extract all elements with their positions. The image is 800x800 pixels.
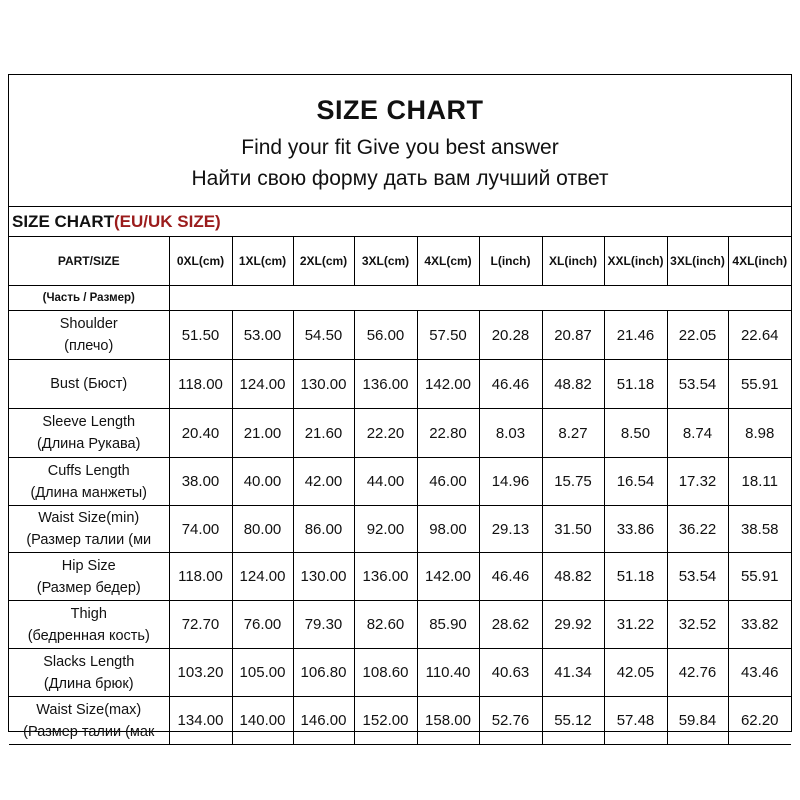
value-cell: 55.91 <box>728 553 791 601</box>
value-cell: 20.40 <box>169 409 232 458</box>
value-cell: 42.76 <box>667 649 728 697</box>
value-cell: 20.28 <box>479 311 542 360</box>
row-part-cell <box>9 409 169 458</box>
value-cell: 46.46 <box>479 553 542 601</box>
size-table-body <box>9 237 791 745</box>
value-cell: 53.54 <box>667 553 728 601</box>
subheader-cell-empty <box>169 286 791 311</box>
header-cell-size: 3XL(inch) <box>667 237 728 286</box>
value-cell: 32.52 <box>667 601 728 649</box>
subheader-cell-part: (Часть / Размер) <box>9 286 169 311</box>
size-table <box>9 237 791 745</box>
value-cell: 82.60 <box>354 601 417 649</box>
section-region: (EU/UK SIZE) <box>114 212 221 231</box>
value-cell: 124.00 <box>232 360 293 409</box>
size-chart-sheet <box>8 74 792 740</box>
value-cell: 21.00 <box>232 409 293 458</box>
header-cell-size: XL(inch) <box>542 237 604 286</box>
header-cell-size: 3XL(cm) <box>354 237 417 286</box>
header-cell-size: 1XL(cm) <box>232 237 293 286</box>
value-cell: 74.00 <box>169 506 232 553</box>
value-cell: 118.00 <box>169 553 232 601</box>
row-part-name: Slacks Length <box>43 653 135 670</box>
value-cell: 57.50 <box>417 311 479 360</box>
row-part-name: Hip Size <box>61 557 116 574</box>
row-part-cell <box>9 601 169 649</box>
value-cell: 22.20 <box>354 409 417 458</box>
value-cell: 51.18 <box>604 360 667 409</box>
value-cell: 36.22 <box>667 506 728 553</box>
row-part-name: Cuffs Length <box>47 462 130 479</box>
row-part-name: Shoulder <box>59 316 118 332</box>
value-cell: 46.00 <box>417 458 479 506</box>
row-part-cell <box>9 697 169 745</box>
value-cell: 110.40 <box>417 649 479 697</box>
value-cell: 136.00 <box>354 360 417 409</box>
value-cell: 8.74 <box>667 409 728 458</box>
row-part-name: Thigh <box>70 605 107 622</box>
value-cell: 105.00 <box>232 649 293 697</box>
value-cell: 31.22 <box>604 601 667 649</box>
value-cell: 21.46 <box>604 311 667 360</box>
value-cell: 106.80 <box>293 649 354 697</box>
row-part-name-ru: (Размер бедер) <box>36 579 141 596</box>
value-cell: 130.00 <box>293 360 354 409</box>
table-row <box>9 360 791 409</box>
value-cell: 142.00 <box>417 553 479 601</box>
row-part-cell <box>9 311 169 360</box>
value-cell: 8.03 <box>479 409 542 458</box>
value-cell: 46.46 <box>479 360 542 409</box>
value-cell: 108.60 <box>354 649 417 697</box>
value-cell: 152.00 <box>354 697 417 745</box>
value-cell: 15.75 <box>542 458 604 506</box>
value-cell: 51.18 <box>604 553 667 601</box>
header-cell-size: 2XL(cm) <box>293 237 354 286</box>
value-cell: 98.00 <box>417 506 479 553</box>
value-cell: 130.00 <box>293 553 354 601</box>
header-cell-size: L(inch) <box>479 237 542 286</box>
subtitle-english: Find your fit Give you best answer <box>241 136 559 159</box>
value-cell: 33.86 <box>604 506 667 553</box>
value-cell: 55.91 <box>728 360 791 409</box>
value-cell: 124.00 <box>232 553 293 601</box>
table-subheader-row <box>9 286 791 311</box>
value-cell: 80.00 <box>232 506 293 553</box>
row-part-cell <box>9 360 169 409</box>
value-cell: 38.58 <box>728 506 791 553</box>
value-cell: 43.46 <box>728 649 791 697</box>
chart-header <box>9 75 791 207</box>
value-cell: 92.00 <box>354 506 417 553</box>
table-row <box>9 409 791 458</box>
table-row <box>9 649 791 697</box>
row-part-cell <box>9 553 169 601</box>
value-cell: 158.00 <box>417 697 479 745</box>
value-cell: 14.96 <box>479 458 542 506</box>
row-part-cell <box>9 506 169 553</box>
value-cell: 20.87 <box>542 311 604 360</box>
section-heading <box>9 206 791 237</box>
section-label: SIZE CHART <box>12 212 114 231</box>
table-row <box>9 601 791 649</box>
value-cell: 62.20 <box>728 697 791 745</box>
value-cell: 44.00 <box>354 458 417 506</box>
value-cell: 142.00 <box>417 360 479 409</box>
value-cell: 85.90 <box>417 601 479 649</box>
row-part-name: Bust (Бюст) <box>50 376 128 392</box>
value-cell: 42.00 <box>293 458 354 506</box>
value-cell: 16.54 <box>604 458 667 506</box>
row-part-name: Sleeve Length <box>42 414 136 430</box>
value-cell: 31.50 <box>542 506 604 553</box>
value-cell: 53.54 <box>667 360 728 409</box>
value-cell: 136.00 <box>354 553 417 601</box>
header-cell-size: 4XL(inch) <box>728 237 791 286</box>
header-cell-size: XXL(inch) <box>604 237 667 286</box>
value-cell: 86.00 <box>293 506 354 553</box>
row-part-name-ru: (бедренная кость) <box>27 627 150 644</box>
value-cell: 22.80 <box>417 409 479 458</box>
value-cell: 8.50 <box>604 409 667 458</box>
row-part-name: Waist Size(min) <box>38 510 140 526</box>
table-header-row <box>9 237 791 286</box>
row-part-name-ru: (плечо) <box>64 338 114 354</box>
value-cell: 17.32 <box>667 458 728 506</box>
value-cell: 41.34 <box>542 649 604 697</box>
row-part-name-ru: (Длина Рукава) <box>37 436 141 452</box>
subtitle-russian: Найти свою форму дать вам лучший ответ <box>191 167 609 190</box>
header-cell-size: 4XL(cm) <box>417 237 479 286</box>
row-part-name-ru: (Размер талии (мак <box>23 723 155 740</box>
value-cell: 33.82 <box>728 601 791 649</box>
value-cell: 38.00 <box>169 458 232 506</box>
value-cell: 53.00 <box>232 311 293 360</box>
value-cell: 48.82 <box>542 553 604 601</box>
value-cell: 29.92 <box>542 601 604 649</box>
value-cell: 103.20 <box>169 649 232 697</box>
row-part-name-ru: (Длина брюк) <box>43 675 134 692</box>
value-cell: 59.84 <box>667 697 728 745</box>
row-part-name: Waist Size(max) <box>36 701 142 718</box>
header-cell-part: PART/SIZE <box>9 237 169 286</box>
value-cell: 8.27 <box>542 409 604 458</box>
page-title: SIZE CHART <box>316 95 484 125</box>
table-row <box>9 506 791 553</box>
value-cell: 22.64 <box>728 311 791 360</box>
value-cell: 21.60 <box>293 409 354 458</box>
value-cell: 79.30 <box>293 601 354 649</box>
value-cell: 72.70 <box>169 601 232 649</box>
value-cell: 48.82 <box>542 360 604 409</box>
value-cell: 22.05 <box>667 311 728 360</box>
table-row <box>9 458 791 506</box>
value-cell: 134.00 <box>169 697 232 745</box>
header-cell-size: 0XL(cm) <box>169 237 232 286</box>
value-cell: 52.76 <box>479 697 542 745</box>
value-cell: 57.48 <box>604 697 667 745</box>
value-cell: 40.63 <box>479 649 542 697</box>
row-part-cell <box>9 649 169 697</box>
value-cell: 29.13 <box>479 506 542 553</box>
row-part-name-ru: (Длина манжеты) <box>30 484 148 501</box>
row-part-name-ru: (Размер талии (ми <box>26 532 152 548</box>
value-cell: 54.50 <box>293 311 354 360</box>
value-cell: 51.50 <box>169 311 232 360</box>
table-row <box>9 553 791 601</box>
value-cell: 146.00 <box>293 697 354 745</box>
value-cell: 18.11 <box>728 458 791 506</box>
value-cell: 118.00 <box>169 360 232 409</box>
table-row <box>9 697 791 745</box>
table-row <box>9 311 791 360</box>
value-cell: 40.00 <box>232 458 293 506</box>
value-cell: 55.12 <box>542 697 604 745</box>
row-part-cell <box>9 458 169 506</box>
value-cell: 28.62 <box>479 601 542 649</box>
value-cell: 76.00 <box>232 601 293 649</box>
value-cell: 56.00 <box>354 311 417 360</box>
value-cell: 140.00 <box>232 697 293 745</box>
value-cell: 8.98 <box>728 409 791 458</box>
value-cell: 42.05 <box>604 649 667 697</box>
